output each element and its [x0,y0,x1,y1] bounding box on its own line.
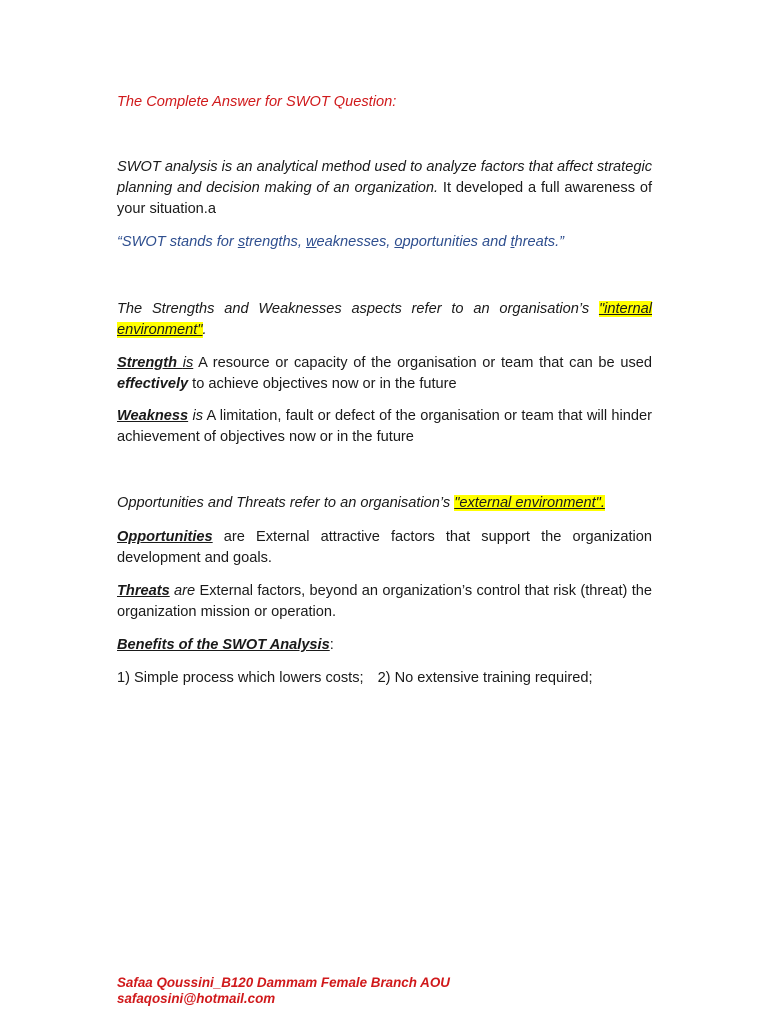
footer-email: safaqosini@hotmail.com [117,991,276,1006]
internal-paragraph [117,299,652,341]
quote-letter-w: w [305,234,317,250]
intro-paragraph [117,157,652,220]
weakness-term: Weakness [117,408,189,424]
benefit-item-1: 1) Simple process which lowers costs; [117,670,364,686]
strength-bold: effectively [117,376,189,392]
weakness-paragraph [117,406,652,448]
threats-term: Threats [117,583,170,599]
swot-quote [117,232,652,253]
quote-letter-o: o [394,234,403,250]
internal-tail: . [202,322,207,338]
quote-part-5: hreats.” [514,234,564,250]
weakness-text: A limitation, fault or defect of the organisation or team that will hinder achievement of objectives now or in the future [117,408,652,445]
benefits-heading-text: Benefits of the SWOT Analysis [117,637,330,653]
benefit-item-2: 2) No extensive training required; [377,670,593,686]
quote-letter-t: t [510,234,515,250]
quote-part-4: pportunities and [402,234,511,250]
benefits-colon: : [329,637,334,653]
strength-text-2: to achieve objectives now or in the future [188,376,457,392]
benefits-heading [117,635,652,656]
intro-plain: It developed a full awareness of your situation.a [117,180,653,217]
intro-italic: SWOT analysis is an analytical method used to analyze factors that affect strategic planning and decision making of an organization. [117,159,652,196]
external-highlight: "external environment". [454,495,605,511]
strength-is: is [182,355,194,371]
external-lead: Opportunities and Threats refer to an organisation’s [117,495,455,511]
external-paragraph [117,493,652,514]
quote-part-2: trengths, [245,234,306,250]
threats-text: External factors, beyond an organization’s control that risk (threat) the organization mission or operation. [117,583,652,620]
strength-paragraph [117,353,652,395]
benefits-list [117,668,652,689]
quote-part-1: “SWOT stands for [117,234,238,250]
strength-term: Strength [117,355,183,371]
strength-text-1: A resource or capacity of the organisation or team that can be used [193,355,652,371]
quote-part-3: eaknesses, [316,234,395,250]
footer [117,975,450,1007]
internal-highlight: "internal environment" [117,301,652,338]
opportunities-term: Opportunities [117,529,213,545]
opportunities-paragraph [117,527,652,569]
quote-letter-s: s [237,234,246,250]
weakness-is: is [188,408,203,424]
threats-are: are [169,583,196,599]
footer-author: Safaa Qoussini_B120 Dammam Female Branch AOU [117,975,450,990]
internal-lead: The Strengths and Weaknesses aspects refer to an organisation’s [117,301,599,317]
document-title: The Complete Answer for SWOT Question: [117,94,397,110]
threats-paragraph [117,581,652,623]
opportunities-text: are External attractive factors that support the organization development and goals. [117,529,652,566]
